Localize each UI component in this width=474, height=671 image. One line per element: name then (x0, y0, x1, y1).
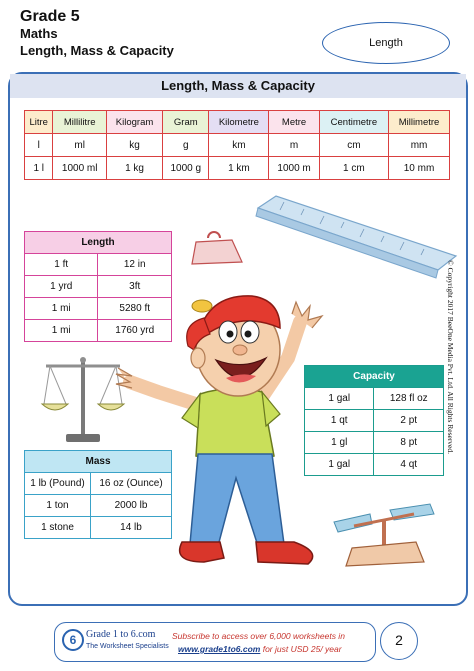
table-cell: 1 gal (305, 454, 374, 476)
grade1to6-logo-icon: 6 (62, 629, 84, 651)
table-cell: mm (389, 134, 450, 157)
table-title: Capacity (305, 366, 444, 388)
table-cell: 1 ft (25, 254, 98, 276)
units-table (24, 110, 450, 180)
table-cell: l (25, 134, 53, 157)
copyright-text: © Copyright 2017 BeeOne Media Pvt. Ltd. All Rights Reserved. (446, 260, 455, 455)
table-cell: ml (53, 134, 106, 157)
table-row (25, 473, 172, 495)
topic-tag-label: Length (369, 37, 403, 49)
table-cell: 2 pt (374, 410, 444, 432)
table-cell: Metre (269, 111, 319, 134)
table-cell: 3ft (98, 276, 172, 298)
section-title: Length, Mass & Capacity (10, 74, 466, 98)
table-cell: 14 lb (91, 517, 172, 539)
subject-label: Maths (20, 26, 58, 41)
table-cell: 1 gal (305, 388, 374, 410)
topic-tag (322, 22, 450, 64)
table-row (305, 388, 444, 410)
table-title: Mass (25, 451, 172, 473)
table-cell: Millimetre (389, 111, 450, 134)
table-cell: 128 fl oz (374, 388, 444, 410)
table-cell: m (269, 134, 319, 157)
subscribe-price-text (178, 644, 342, 654)
subscribe-text: Subscribe to access over 6,000 worksheets in (172, 631, 345, 641)
table-row (305, 432, 444, 454)
table-cell: 1 ton (25, 495, 91, 517)
table-cell: 1 kg (106, 157, 162, 180)
table-cell: 1 qt (305, 410, 374, 432)
table-row (25, 254, 172, 276)
table-cell: 16 oz (Ounce) (91, 473, 172, 495)
table-cell: Litre (25, 111, 53, 134)
mass-table (24, 450, 172, 539)
table-cell: 12 in (98, 254, 172, 276)
worksheet-header (20, 8, 174, 59)
table-cell: 1000 ml (53, 157, 106, 180)
table-row (25, 495, 172, 517)
table-cell: 10 mm (389, 157, 450, 180)
table-cell: 1 lb (Pound) (25, 473, 91, 495)
table-cell: Millilitre (53, 111, 106, 134)
table-header (305, 366, 444, 388)
table-cell: 1 cm (319, 157, 388, 180)
grade-label: Grade 5 (20, 8, 80, 25)
table-cell: Kilogram (106, 111, 162, 134)
table-cell: Centimetre (319, 111, 388, 134)
table-row (305, 410, 444, 432)
table-cell: 1000 g (163, 157, 209, 180)
table-cell: 1 yrd (25, 276, 98, 298)
table-cell: 5280 ft (98, 298, 172, 320)
table-cell: kg (106, 134, 162, 157)
table-cell: 2000 lb (91, 495, 172, 517)
table-cell: 1 gl (305, 432, 374, 454)
table-cell: 1 l (25, 157, 53, 180)
capacity-table (304, 365, 444, 476)
table-row (25, 111, 450, 134)
table-row (25, 517, 172, 539)
page-number: 2 (380, 622, 418, 660)
table-row (305, 454, 444, 476)
topic-label: Length, Mass & Capacity (20, 43, 174, 58)
kitchen-scale-illustration (330, 500, 440, 570)
table-cell: Kilometre (209, 111, 269, 134)
table-cell: 1 mi (25, 320, 98, 342)
table-cell: 1 km (209, 157, 269, 180)
footer-banner (54, 622, 376, 662)
table-row (25, 157, 450, 180)
table-cell: Gram (163, 111, 209, 134)
table-cell: 1 mi (25, 298, 98, 320)
table-cell: 1000 m (269, 157, 319, 180)
website-link[interactable]: www.grade1to6.com (178, 644, 261, 654)
table-cell: 1 stone (25, 517, 91, 539)
table-cell: 4 qt (374, 454, 444, 476)
table-cell: cm (319, 134, 388, 157)
table-cell: km (209, 134, 269, 157)
price-text: for just USD 25/ year (260, 644, 342, 654)
table-cell: g (163, 134, 209, 157)
table-row (25, 134, 450, 157)
table-header (25, 451, 172, 473)
table-cell: 1760 yrd (98, 320, 172, 342)
weight-illustration (190, 228, 244, 268)
table-header (25, 232, 172, 254)
table-title: Length (25, 232, 172, 254)
brand-tagline: The Worksheet Specialists (86, 643, 169, 650)
table-cell: 8 pt (374, 432, 444, 454)
ruler-illustration (250, 190, 460, 290)
brand-name: Grade 1 to 6.com (86, 629, 156, 640)
